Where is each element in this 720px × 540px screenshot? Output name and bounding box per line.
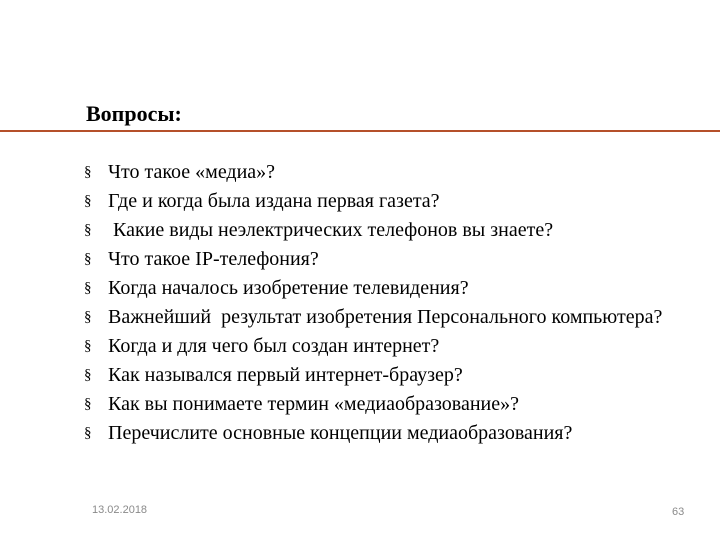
questions-list — [84, 158, 704, 448]
slide-page-number: 63 — [672, 506, 685, 518]
question-text: Как вы понимаете термин «медиаобразование»? — [108, 393, 520, 415]
question-text: Когда началось изобретение телевидения? — [108, 277, 469, 299]
question-text: Важнейший результат изобретения Персонального компьютера? — [108, 306, 663, 328]
question-text: Когда и для чего был создан интернет? — [108, 335, 440, 357]
bullet-icon: § — [84, 280, 92, 296]
question-text: Что такое IP-телефония? — [108, 248, 319, 270]
question-text: Где и когда была издана первая газета? — [108, 190, 440, 212]
list-item — [84, 274, 704, 303]
bullet-icon: § — [84, 193, 92, 209]
bullet-icon: § — [84, 251, 92, 267]
list-item — [84, 158, 704, 187]
bullet-icon: § — [84, 164, 92, 180]
list-item — [84, 361, 704, 390]
bullet-icon: § — [84, 396, 92, 412]
list-item — [84, 390, 704, 419]
bullet-icon: § — [84, 338, 92, 354]
question-text: Какие виды неэлектрических телефонов вы знаете? — [108, 219, 554, 241]
slide-title: Вопросы: — [86, 101, 182, 126]
question-text: Что такое «медиа»? — [108, 161, 276, 183]
list-item — [84, 419, 704, 448]
bullet-icon: § — [84, 309, 92, 325]
bullet-icon: § — [84, 222, 92, 238]
bullet-icon: § — [84, 425, 92, 441]
title-divider — [0, 130, 720, 132]
list-item — [84, 245, 704, 274]
list-item — [84, 332, 704, 361]
list-item — [84, 216, 704, 245]
list-item — [84, 187, 704, 216]
list-item — [84, 303, 704, 332]
question-text: Перечислите основные концепции медиаобразования? — [108, 422, 573, 444]
bullet-icon: § — [84, 367, 92, 383]
slide-date: 13.02.2018 — [92, 504, 148, 516]
question-text: Как назывался первый интернет-браузер? — [108, 364, 463, 386]
